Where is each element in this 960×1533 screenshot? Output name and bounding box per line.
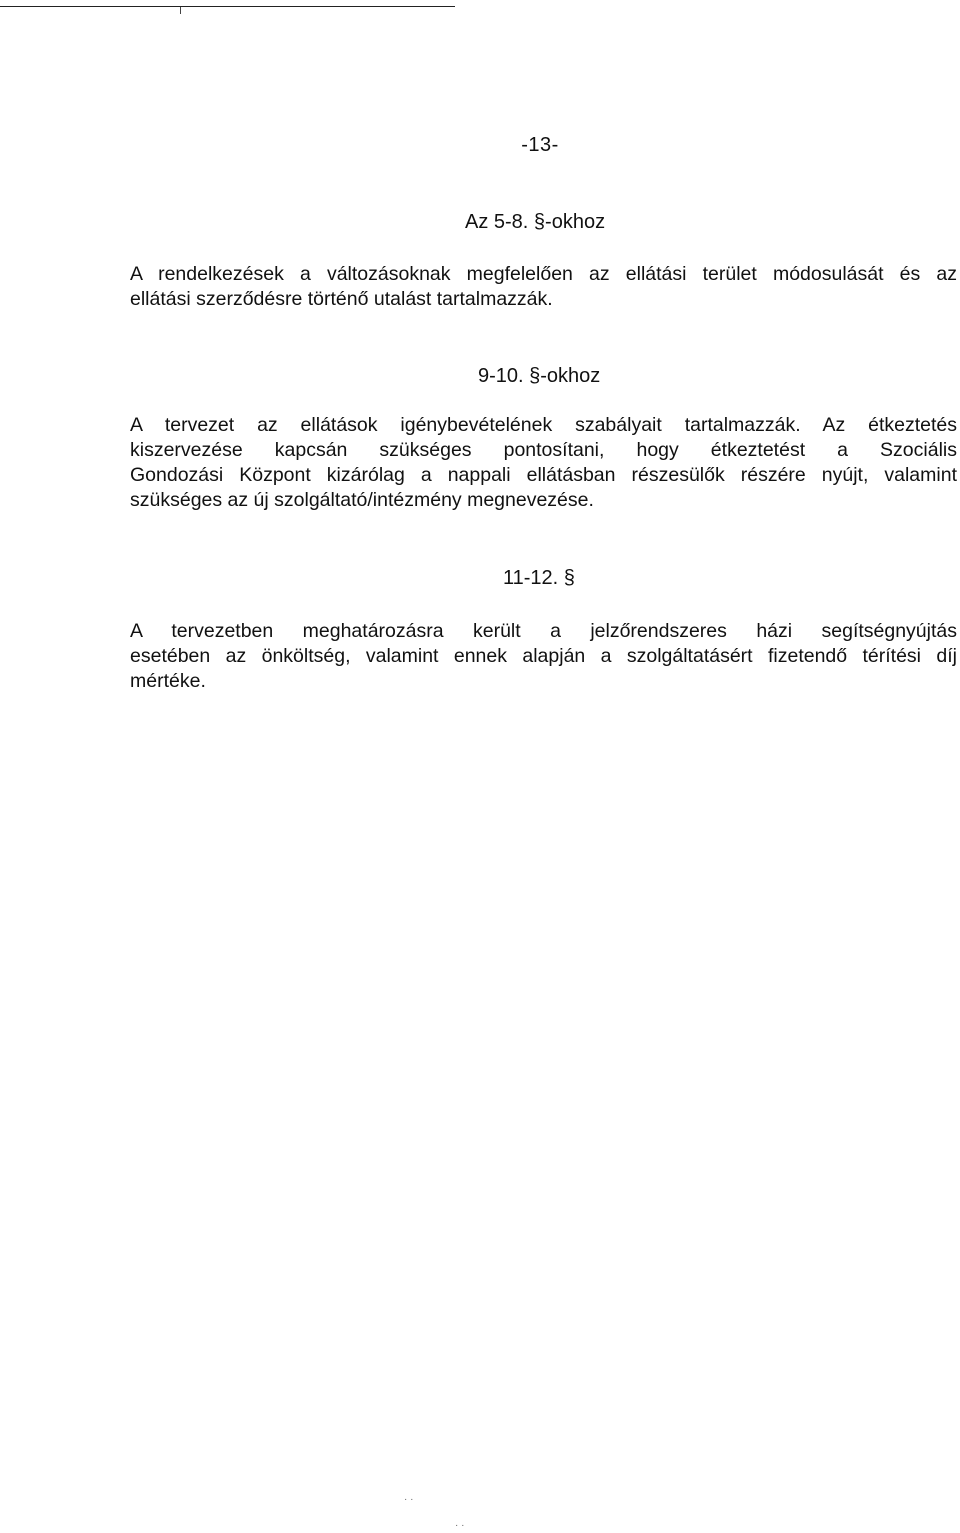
paragraph-line: esetében az önköltség, valamint ennek alapján a szolgáltatásért fizetendő térítési díj [130,645,957,667]
paragraph-5-8 [130,262,957,312]
scan-specks: · · [404,1494,414,1505]
top-rule-tick [180,7,181,14]
paragraph-9-10 [130,413,957,513]
paragraph-line: ellátási szerződésre történő utalást tartalmazzák. [130,288,553,310]
paragraph-line: szükséges az új szolgáltató/intézmény megnevezése. [130,489,594,511]
section-heading-9-10: 9-10. §-okhoz [478,365,601,387]
paragraph-line: Gondozási Központ kizárólag a nappali ellátásban részesülők részére nyújt, valamint [130,464,957,486]
paragraph-line: A tervezetben meghatározásra került a jelzőrendszeres házi segítségnyújtás [130,620,957,642]
paragraph-line: A rendelkezések a változásoknak megfelelően az ellátási terület módosulását és az [130,263,957,285]
paragraph-11-12 [130,619,957,694]
scan-specks: · · [455,1520,465,1531]
section-heading-11-12: 11-12. § [503,567,575,589]
paragraph-line: mértéke. [130,670,206,692]
top-rule [0,6,455,7]
page-number: -13- [521,134,559,156]
paragraph-line: A tervezet az ellátások igénybevételének szabályait tartalmazzák. Az étkeztetés [130,414,957,436]
section-heading-5-8: Az 5-8. §-okhoz [465,211,606,233]
paragraph-line: kiszervezése kapcsán szükséges pontosítani, hogy étkeztetést a Szociális [130,439,957,461]
